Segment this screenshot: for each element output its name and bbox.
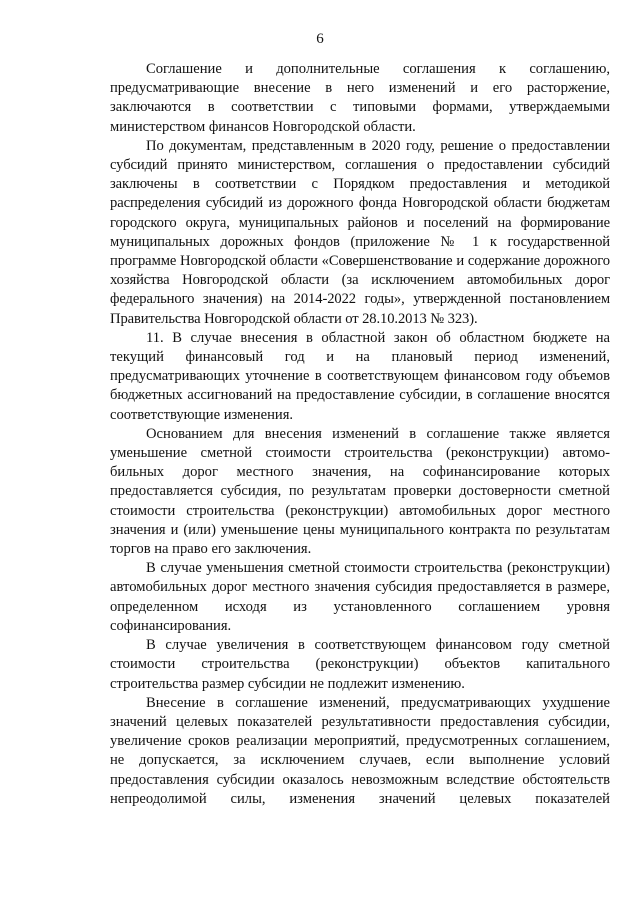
- paragraph-documents-2020: По документам, представленным в 2020 году, решение о предоставлении субсидий принято министерством, соглашения о предоставлении субсидий заключены в соответствии с Порядком предоставления и методикой распределения субсидий из дорожного фонда Новгородской области бюджетам городского округа, муниципальных районов и поселений на формирование муниципальных дорожных фондов (приложение № 1 к государственной программе Новгородской области «Совершенствование и содержание дорожного хозяйства Новгородской области (за исключением автомобильных дорог федерального значения) на 2014-2022 годы», утвержденной постановлением Правительства Новгородской области от 28.10.2013 № 323).: [110, 137, 610, 327]
- paragraph-cost-increase: В случае увеличения в соответствующем финансовом году сметной стоимости строительства (реконструкции) объектов капитального строительства размер субсидии не подлежит изменению.: [110, 637, 610, 692]
- paragraph-agreement-forms: Соглашение и дополнительные соглашения к соглашению, предусматривающие внесение в него изменений и его расторжение, заключаются в соответствии с типовыми формами, утверждаемыми министерством финансов Новгородской области.: [110, 61, 610, 135]
- paragraph-item-11: 11. В случае внесения в областной закон об областном бюджете на текущий финансовый год и на плановый период изменений, предусматривающих уточнение в соответствующем финансовом году объемов бюджетных ассигнований на предоставление субсидии, в соглашение вносятся соответствующие изменения.: [110, 329, 610, 423]
- paragraph-cost-decrease: В случае уменьшения сметной стоимости строительства (реконструкции) автомобильных дорог местного значения субсидия предоставляется в размере, определенном исходя из установленного соглашением уровня софинансирования.: [110, 560, 610, 634]
- document-body: [110, 60, 610, 809]
- page-number: 6: [316, 31, 324, 47]
- paragraph-worsening-indicators: Внесение в соглашение изменений, предусматривающих ухудшение значений целевых показателей результативности предоставления субсидии, увеличение сроков реализации мероприятий, предусмотренных соглашением, не допускается, за исключением случаев, если выполнение условий предоставления субсидии оказалось невозможным вследствие обстоятельств непреодолимой силы, изменения значений целевых показателей: [110, 694, 610, 807]
- paragraph-grounds-for-changes: Основанием для внесения изменений в соглашение также является уменьшение сметной стоимости строительства (реконструкции) автомобильных дорог местного значения, на софинансирование которых предоставляется субсидия, по результатам проверки достоверности сметной стоимости строительства (реконструкции) автомобильных дорог местного значения и (или) уменьшение цены муниципального контракта по результатам торгов на право его заключения.: [110, 425, 610, 558]
